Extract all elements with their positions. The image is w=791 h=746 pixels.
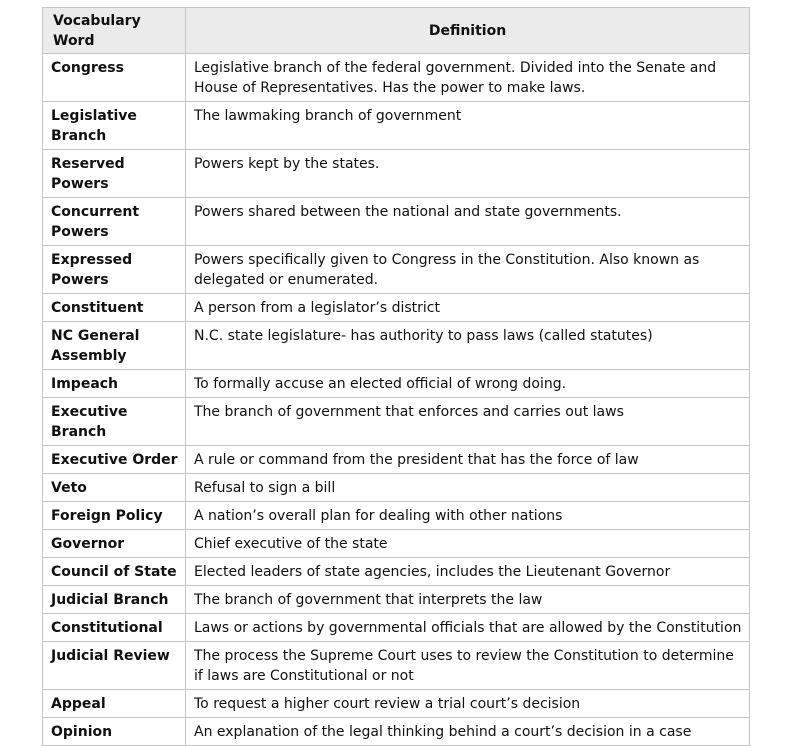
definition-text: Refusal to sign a bill	[186, 474, 750, 502]
definition-text: Legislative branch of the federal government. Divided into the Senate and House of Representatives. Has the power to make laws.	[186, 54, 750, 102]
table-row	[43, 586, 750, 614]
definition-text: The process the Supreme Court uses to review the Constitution to determine if laws are Constitutional or not	[186, 642, 750, 690]
table-row	[43, 474, 750, 502]
definition-text: To formally accuse an elected official of wrong doing.	[186, 370, 750, 398]
table-row	[43, 642, 750, 690]
table-row	[43, 530, 750, 558]
definition-text: N.C. state legislature- has authority to pass laws (called statutes)	[186, 322, 750, 370]
vocabulary-word: Reserved Powers	[43, 150, 186, 198]
definition-text: An explanation of the legal thinking behind a court’s decision in a case	[186, 718, 750, 746]
table-row	[43, 322, 750, 370]
table-row	[43, 446, 750, 474]
vocabulary-word: Appeal	[43, 690, 186, 718]
vocabulary-word: Concurrent Powers	[43, 198, 186, 246]
vocabulary-word: Impeach	[43, 370, 186, 398]
definition-text: Elected leaders of state agencies, includes the Lieutenant Governor	[186, 558, 750, 586]
table-row	[43, 54, 750, 102]
vocabulary-table	[42, 7, 750, 746]
vocabulary-word: NC General Assembly	[43, 322, 186, 370]
table-row	[43, 370, 750, 398]
definition-text: Powers shared between the national and state governments.	[186, 198, 750, 246]
table-row	[43, 398, 750, 446]
vocabulary-word: Council of State	[43, 558, 186, 586]
vocabulary-word: Executive Order	[43, 446, 186, 474]
table-row	[43, 718, 750, 746]
table-row	[43, 690, 750, 718]
definition-text: A nation’s overall plan for dealing with other nations	[186, 502, 750, 530]
vocabulary-word: Legislative Branch	[43, 102, 186, 150]
definition-text: Powers specifically given to Congress in the Constitution. Also known as delegated or enumerated.	[186, 246, 750, 294]
table-row	[43, 558, 750, 586]
vocabulary-word: Judicial Branch	[43, 586, 186, 614]
table-body	[43, 54, 750, 746]
table-row	[43, 502, 750, 530]
definition-text: A person from a legislator’s district	[186, 294, 750, 322]
definition-text: A rule or command from the president that has the force of law	[186, 446, 750, 474]
table-row	[43, 246, 750, 294]
definition-text: Powers kept by the states.	[186, 150, 750, 198]
definition-text: To request a higher court review a trial court’s decision	[186, 690, 750, 718]
table-row	[43, 198, 750, 246]
definition-text: The lawmaking branch of government	[186, 102, 750, 150]
table-row	[43, 150, 750, 198]
vocabulary-word: Expressed Powers	[43, 246, 186, 294]
vocabulary-word: Foreign Policy	[43, 502, 186, 530]
definition-text: Laws or actions by governmental officials that are allowed by the Constitution	[186, 614, 750, 642]
header-vocabulary-word: Vocabulary Word	[43, 8, 186, 54]
vocabulary-word: Opinion	[43, 718, 186, 746]
vocabulary-word: Constituent	[43, 294, 186, 322]
table-header-row	[43, 8, 750, 54]
definition-text: The branch of government that interprets the law	[186, 586, 750, 614]
table-row	[43, 102, 750, 150]
definition-text: The branch of government that enforces and carries out laws	[186, 398, 750, 446]
definition-text: Chief executive of the state	[186, 530, 750, 558]
vocabulary-word: Executive Branch	[43, 398, 186, 446]
header-definition: Definition	[186, 8, 750, 54]
vocabulary-word: Judicial Review	[43, 642, 186, 690]
table-row	[43, 614, 750, 642]
vocabulary-word: Governor	[43, 530, 186, 558]
vocabulary-word: Veto	[43, 474, 186, 502]
vocabulary-word: Congress	[43, 54, 186, 102]
table-row	[43, 294, 750, 322]
vocabulary-word: Constitutional	[43, 614, 186, 642]
